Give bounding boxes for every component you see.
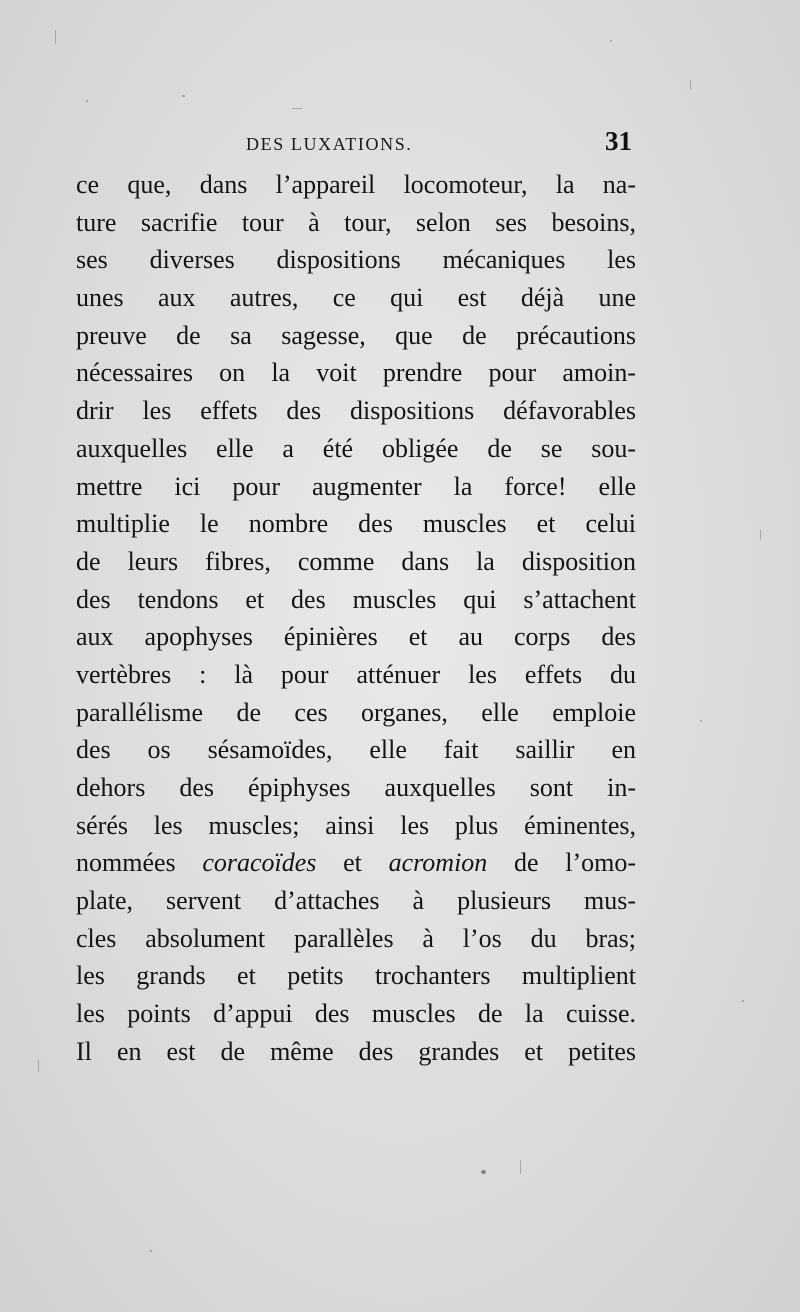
paper-fiber <box>690 80 691 90</box>
text-line: ce que, dans l’appareil locomoteur, la na- <box>76 170 636 199</box>
paper-fiber <box>38 1060 39 1072</box>
text-line: des os sésamoïdes, elle fait saillir en <box>76 735 636 765</box>
paper-speck <box>86 100 88 102</box>
text-line: les points d’appui des muscles de la cuisse. <box>76 999 636 1029</box>
body-text <box>76 166 636 1071</box>
text-line: les grands et petits trochanters multiplient <box>76 961 636 991</box>
text-line: dehors des épiphyses auxquelles sont in- <box>76 773 636 802</box>
paper-speck <box>742 1000 744 1002</box>
text-line: ture sacrifie tour à tour, selon ses besoins, <box>76 207 636 237</box>
paper-speck <box>481 1170 486 1174</box>
text-line: nommées coracoïdes et acromion de l’omo- <box>76 848 636 878</box>
text-line: drir les effets des dispositions défavorables <box>76 396 636 426</box>
text-line: cles absolument parallèles à l’os du bras; <box>76 923 636 953</box>
text-line: plate, servent d’attaches à plusieurs mus- <box>76 886 636 916</box>
paper-fiber <box>760 530 761 540</box>
page-number: 31 <box>605 126 632 156</box>
text-line: ses diverses dispositions mécaniques les <box>76 245 636 275</box>
text-line: de leurs fibres, comme dans la disposition <box>76 546 636 576</box>
paper-fiber <box>55 30 56 44</box>
text-line: multiplie le nombre des muscles et celui <box>76 509 636 539</box>
running-title: DES LUXATIONS. <box>246 134 413 154</box>
text-line: nécessaires on la voit prendre pour amoin- <box>76 358 636 388</box>
head-rule <box>292 108 302 109</box>
text-line: unes aux autres, ce qui est déjà une <box>76 283 636 313</box>
text-line: preuve de sa sagesse, que de précautions <box>76 320 636 350</box>
paper-speck <box>182 95 185 97</box>
paper-speck <box>150 1250 152 1252</box>
text-line: aux apophyses épinières et au corps des <box>76 622 636 652</box>
text-line: parallélisme de ces organes, elle emploie <box>76 697 636 727</box>
text-line: des tendons et des muscles qui s’attachent <box>76 584 636 614</box>
text-line: mettre ici pour augmenter la force! elle <box>76 471 636 501</box>
paper-speck <box>610 40 612 42</box>
paper-speck <box>700 720 702 722</box>
text-line: auxquelles elle a été obligée de se sou- <box>76 433 636 463</box>
text-line: Il en est de même des grandes et petites <box>76 1036 636 1066</box>
running-head <box>76 126 636 166</box>
text-line: sérés les muscles; ainsi les plus éminentes, <box>76 810 636 840</box>
paper-fiber <box>520 1160 521 1174</box>
text-line: vertèbres : là pour atténuer les effets du <box>76 659 636 689</box>
